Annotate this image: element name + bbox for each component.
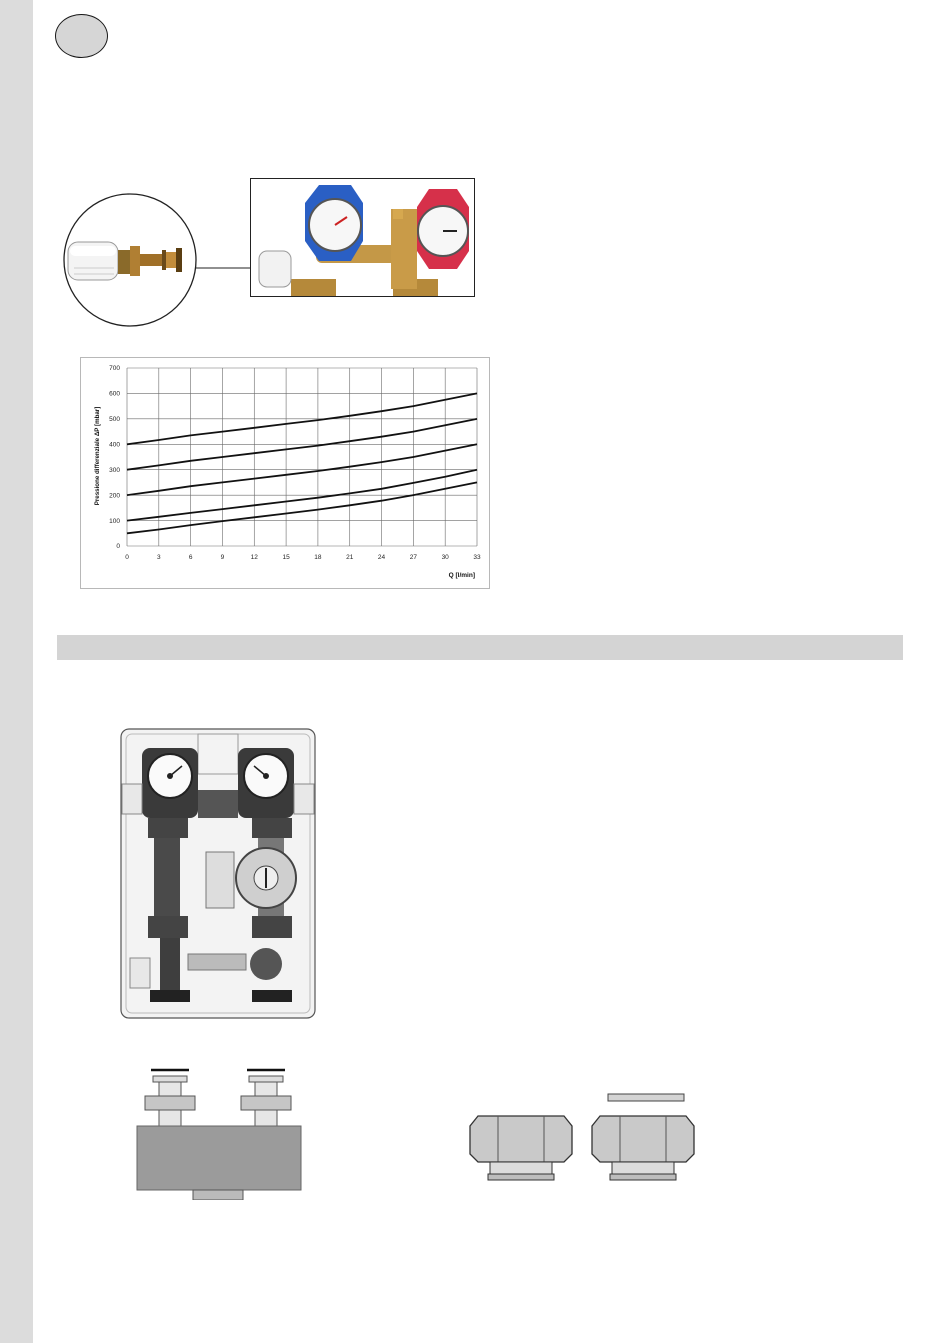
x-tick-labels <box>125 554 481 561</box>
x-tick-label: 6 <box>188 554 193 561</box>
x-tick-label: 12 <box>250 554 258 561</box>
x-tick-label: 3 <box>157 554 161 561</box>
y-tick-label: 300 <box>109 466 120 474</box>
chart-series-group <box>127 393 477 533</box>
manifold-fittings-figure <box>135 1068 303 1200</box>
pipe-fittings-icon <box>468 1092 698 1186</box>
x-axis-label: Q [l/min] <box>448 572 475 579</box>
y-tick-label: 600 <box>109 390 120 398</box>
chart-svg <box>81 358 491 590</box>
x-tick-label: 0 <box>125 554 129 561</box>
chapter-badge <box>55 14 108 58</box>
gauges-photo <box>250 178 475 297</box>
y-tick-label: 500 <box>109 416 120 424</box>
x-tick-label: 33 <box>473 554 481 561</box>
page-margin-strip <box>0 0 33 1343</box>
x-tick-label: 18 <box>314 554 322 561</box>
dual-thermometer-valves-icon <box>251 179 475 297</box>
x-tick-label: 9 <box>220 554 225 561</box>
series-line-5 <box>127 482 477 533</box>
y-tick-label: 100 <box>109 517 120 525</box>
x-tick-label: 15 <box>282 554 290 561</box>
x-tick-label: 27 <box>409 554 417 561</box>
y-tick-label: 400 <box>109 441 120 449</box>
pressure-flow-chart <box>80 357 490 589</box>
y-axis-label: Pressione differenziale ΔP [mbar] <box>94 406 101 506</box>
pump-group-assembly-icon <box>120 728 316 1019</box>
y-tick-labels <box>109 365 120 550</box>
x-tick-label: 21 <box>346 554 354 561</box>
fitting-nut-left <box>470 1116 572 1180</box>
fitting-nut-right <box>592 1116 694 1180</box>
y-tick-label: 700 <box>109 365 120 373</box>
chart-grid <box>127 368 477 546</box>
y-tick-label: 200 <box>109 492 120 500</box>
x-tick-label: 24 <box>377 554 386 561</box>
x-tick-label: 30 <box>441 554 449 561</box>
section-header-bar <box>57 635 903 660</box>
y-tick-label: 0 <box>116 543 120 551</box>
